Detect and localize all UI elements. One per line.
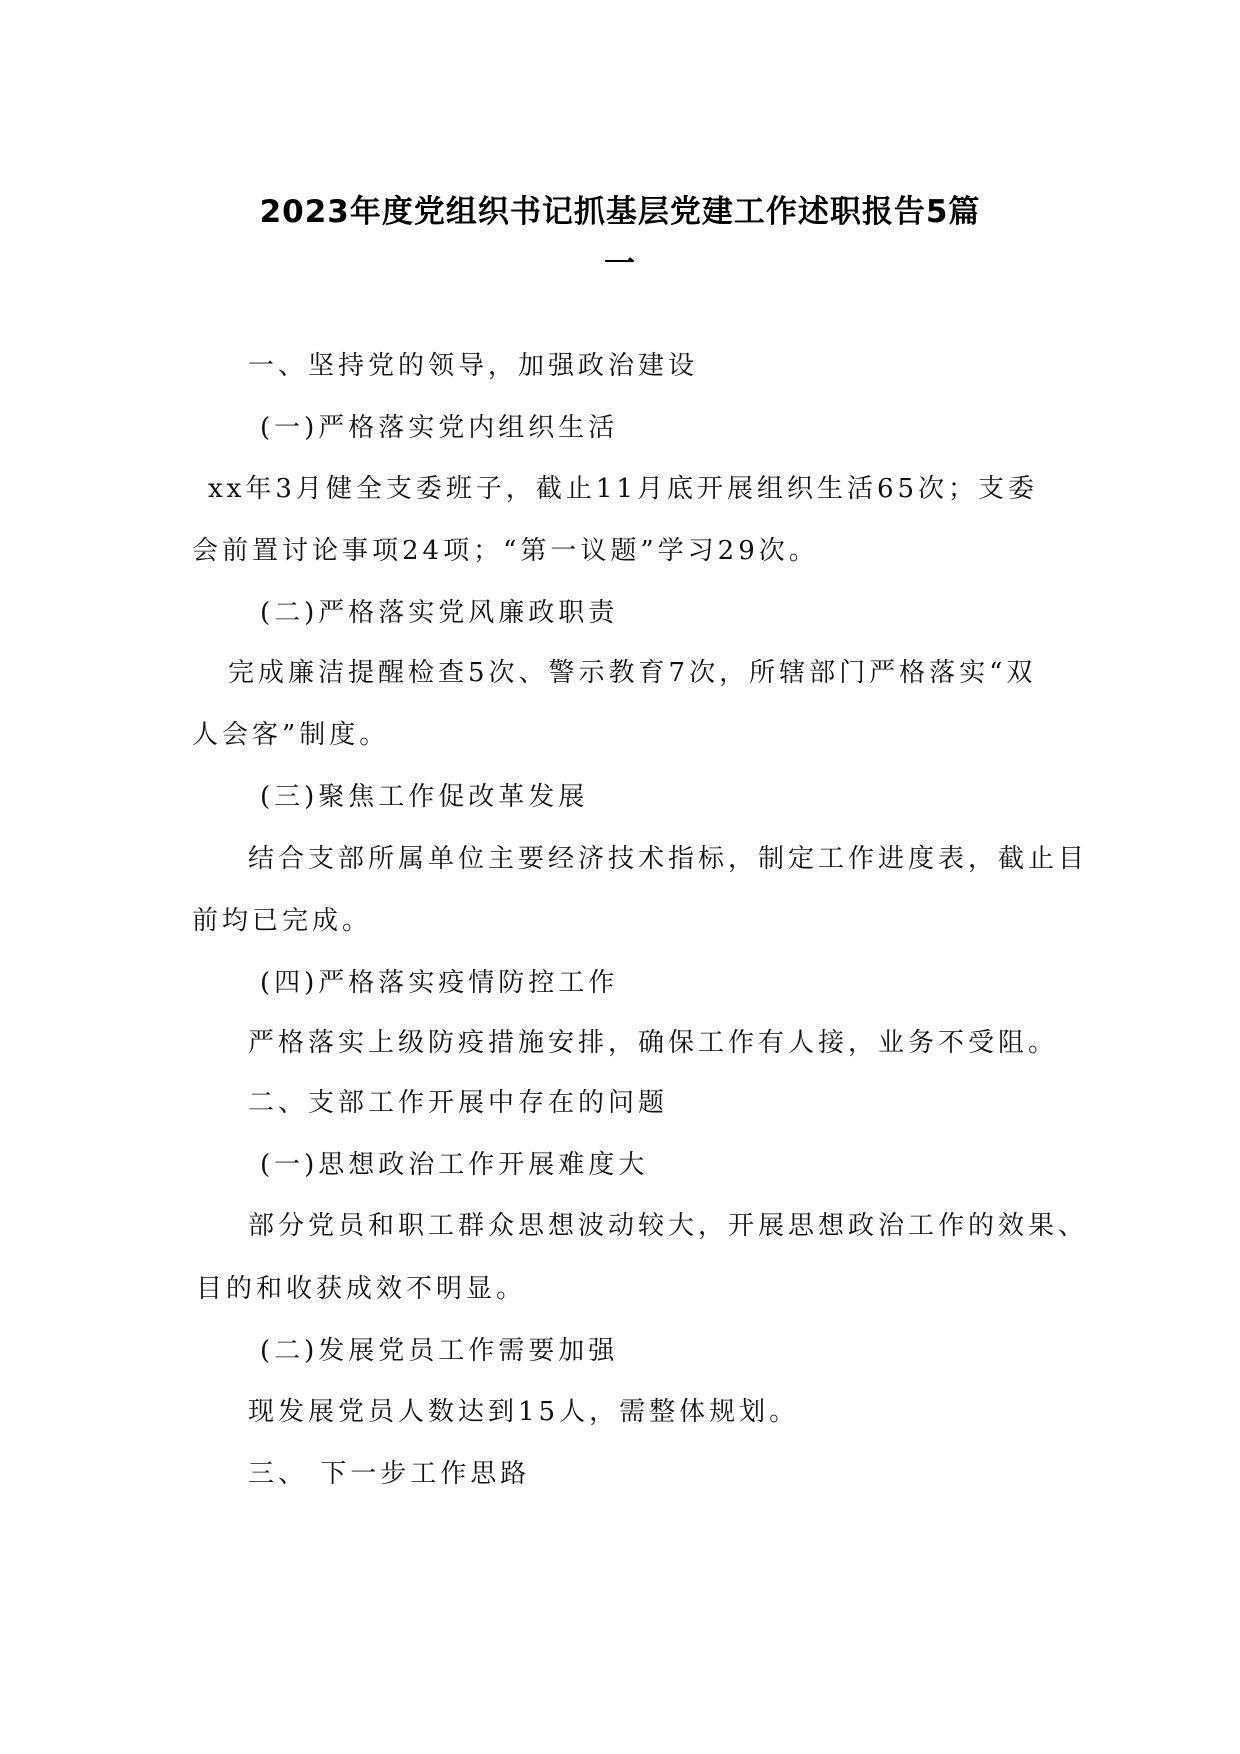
subsection-heading: (四)严格落实疫情防控工作 (260, 968, 619, 998)
paragraph-line: 现发展党员人数达到15人，需整体规划。 (248, 1397, 800, 1427)
paragraph-line: xx年3月健全支委班子，截止11月底开展组织生活65次；支委 (208, 474, 1039, 504)
paragraph-line: 严格落实上级防疫措施安排，确保工作有人接，业务不受阻。 (248, 1028, 1059, 1058)
paragraph-line: 前均已完成。 (192, 906, 373, 936)
subsection-heading: (一)思想政治工作开展难度大 (260, 1150, 649, 1180)
paragraph-line: 会前置讨论事项24项；“第一议题”学习29次。 (192, 536, 819, 566)
document-title: 2023年度党组织书记抓基层党建工作述职报告5篇 (259, 194, 981, 230)
paragraph-line: 目的和收获成效不明显。 (196, 1274, 527, 1304)
document-title-continuation: 一 (604, 246, 636, 282)
section-heading: 二、支部工作开展中存在的问题 (248, 1088, 669, 1118)
subsection-heading: (二)严格落实党风廉政职责 (260, 598, 619, 628)
subsection-heading: (二)发展党员工作需要加强 (260, 1336, 619, 1366)
paragraph-line: 人会客”制度。 (192, 720, 390, 750)
paragraph-line: 部分党员和职工群众思想波动较大，开展思想政治工作的效果、 (248, 1211, 1089, 1241)
subsection-heading: (一)严格落实党内组织生活 (260, 413, 619, 443)
paragraph-line: 完成廉洁提醒检查5次、警示教育7次，所辖部门严格落实“双 (228, 658, 1037, 688)
paragraph-line: 结合支部所属单位主要经济技术指标，制定工作进度表，截止目 (248, 844, 1089, 874)
section-heading: 三、 下一步工作思路 (248, 1459, 531, 1489)
section-heading: 一、坚持党的领导，加强政治建设 (248, 351, 699, 381)
subsection-heading: (三)聚焦工作促改革发展 (260, 782, 589, 812)
